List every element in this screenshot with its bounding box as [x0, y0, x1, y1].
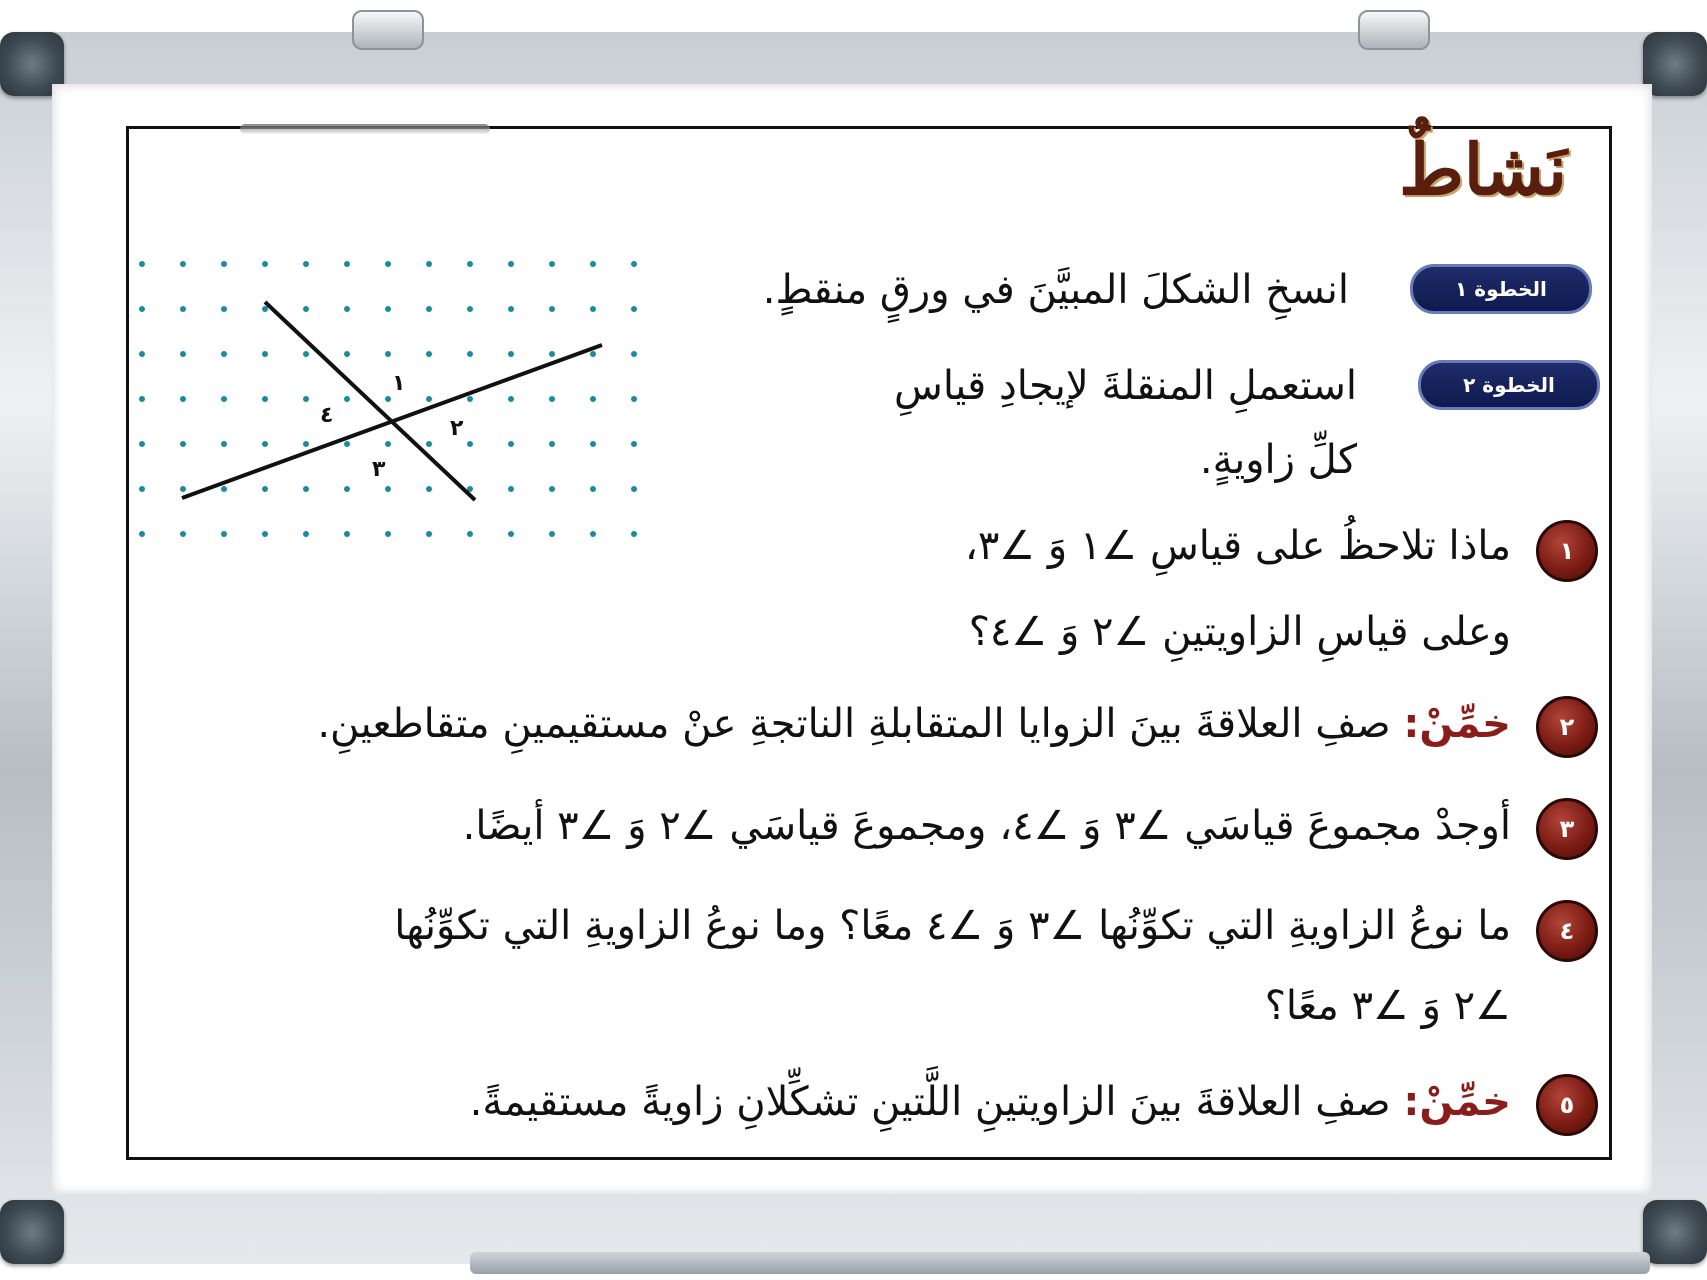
- grid-dot: [508, 486, 514, 492]
- activity-title: نَشاطٌ: [1399, 128, 1567, 211]
- grid-dot: [139, 351, 145, 357]
- angle-label-2: ٢: [450, 416, 464, 441]
- grid-dot: [221, 261, 227, 267]
- angle-label-3: ٣: [372, 457, 386, 482]
- grid-dot: [344, 486, 350, 492]
- grid-dot: [549, 441, 555, 447]
- question-5-number: ٥: [1536, 1074, 1598, 1136]
- grid-dot: [426, 441, 432, 447]
- question-2-text: [317, 701, 1511, 747]
- grid-dot: [467, 261, 473, 267]
- grid-dot: [590, 306, 596, 312]
- angle-label-4: ٤: [320, 403, 334, 428]
- grid-dot: [508, 261, 514, 267]
- grid-dot: [631, 396, 637, 402]
- grid-dot: [344, 441, 350, 447]
- grid-dot: [385, 486, 391, 492]
- grid-dot: [631, 351, 637, 357]
- question-2-number: ٢: [1536, 696, 1598, 758]
- grid-dot: [221, 531, 227, 537]
- grid-dot: [262, 486, 268, 492]
- intersecting-lines-figure: [130, 250, 660, 550]
- grid-dot: [344, 261, 350, 267]
- grid-dot: [590, 351, 596, 357]
- grid-dot: [303, 441, 309, 447]
- question-5-line1: صفِ العلاقةَ بينَ الزاويتينِ اللَّتينِ تشكِّلانِ زاويةً مستقيمةً.: [469, 1079, 1391, 1125]
- grid-dot: [385, 351, 391, 357]
- grid-dot: [426, 306, 432, 312]
- question-4-line2: ∠٢ وَ ∠٣ معًا؟: [1264, 983, 1511, 1029]
- grid-dot: [262, 261, 268, 267]
- question-1-number: ١: [1536, 520, 1598, 582]
- grid-dot: [590, 396, 596, 402]
- question-3-line1: أوجدْ مجموعَ قياسَي ∠٣ وَ ∠٤، ومجموعَ قياسَي ∠٢ وَ ∠٣ أيضًا.: [462, 803, 1511, 849]
- grid-dot: [180, 531, 186, 537]
- grid-dot: [385, 441, 391, 447]
- grid-dot: [385, 531, 391, 537]
- grid-dot: [180, 396, 186, 402]
- grid-dot: [590, 261, 596, 267]
- question-4-line1: ما نوعُ الزاويةِ التي تكوِّنُها ∠٣ وَ ∠٤ معًا؟ وما نوعُ الزاويةِ التي تكوِّنُها: [394, 903, 1511, 949]
- question-5-text: [469, 1079, 1511, 1125]
- line-b: [182, 345, 602, 498]
- grid-dot: [139, 261, 145, 267]
- grid-dot: [631, 486, 637, 492]
- grid-dot: [590, 486, 596, 492]
- board-clip-left: [352, 10, 424, 50]
- grid-dot: [631, 441, 637, 447]
- grid-dot: [303, 306, 309, 312]
- grid-dot: [262, 441, 268, 447]
- grid-dot: [426, 486, 432, 492]
- grid-dot: [426, 351, 432, 357]
- grid-dot: [262, 306, 268, 312]
- grid-dot: [221, 486, 227, 492]
- grid-dot: [549, 351, 555, 357]
- step2-text-line2: كلِّ زاويةٍ.: [1199, 437, 1357, 483]
- grid-dot: [221, 396, 227, 402]
- grid-dot: [385, 396, 391, 402]
- grid-dot: [426, 531, 432, 537]
- question-2-think-label: خمِّنْ:: [1403, 701, 1511, 747]
- grid-dot: [221, 441, 227, 447]
- step1-badge: الخطوة ١: [1410, 264, 1592, 314]
- grid-dot: [549, 486, 555, 492]
- grid-dot: [180, 441, 186, 447]
- grid-dot: [262, 531, 268, 537]
- grid-dot: [303, 261, 309, 267]
- grid-dot: [385, 261, 391, 267]
- grid-dot: [467, 306, 473, 312]
- step2-badge: الخطوة ٢: [1418, 360, 1600, 410]
- grid-dot: [221, 306, 227, 312]
- angle-label-1: ١: [392, 371, 406, 396]
- grid-dot: [590, 441, 596, 447]
- grid-dot: [467, 396, 473, 402]
- grid-dot: [344, 306, 350, 312]
- grid-dot: [508, 306, 514, 312]
- grid-dot: [303, 396, 309, 402]
- grid-dot: [344, 531, 350, 537]
- grid-dot: [180, 261, 186, 267]
- grid-dot: [303, 531, 309, 537]
- grid-dot: [549, 531, 555, 537]
- question-3-number: ٣: [1536, 798, 1598, 860]
- question-5-think-label: خمِّنْ:: [1403, 1079, 1511, 1125]
- card-tab-shadow: [240, 124, 490, 134]
- grid-dot: [180, 486, 186, 492]
- question-1-line1: ماذا تلاحظُ على قياسِ ∠١ وَ ∠٣،: [964, 523, 1511, 569]
- grid-dot: [180, 306, 186, 312]
- grid-dot: [508, 351, 514, 357]
- grid-dot: [549, 306, 555, 312]
- grid-dot: [221, 351, 227, 357]
- grid-dot: [467, 351, 473, 357]
- board-clip-right: [1358, 10, 1430, 50]
- grid-dot: [631, 261, 637, 267]
- grid-dot: [180, 351, 186, 357]
- grid-dot: [467, 441, 473, 447]
- grid-dot: [508, 441, 514, 447]
- dot-grid: [139, 261, 637, 537]
- step1-text: انسخِ الشكلَ المبيَّنَ في ورقٍ منقطٍ.: [762, 267, 1349, 313]
- grid-dot: [139, 531, 145, 537]
- grid-dot: [631, 531, 637, 537]
- question-1-line2: وعلى قياسِ الزاويتينِ ∠٢ وَ ∠٤؟: [968, 609, 1511, 655]
- question-2-line1: صفِ العلاقةَ بينَ الزوايا المتقابلةِ الناتجةِ عنْ مستقيمينِ متقاطعينِ.: [317, 701, 1391, 747]
- grid-dot: [426, 261, 432, 267]
- grid-dot: [344, 396, 350, 402]
- marker-tray: [470, 1252, 1650, 1274]
- frame-corner-top-right: [1643, 32, 1707, 96]
- grid-dot: [139, 441, 145, 447]
- grid-dot: [303, 351, 309, 357]
- grid-dot: [139, 396, 145, 402]
- grid-dot: [631, 306, 637, 312]
- grid-dot: [344, 351, 350, 357]
- frame-corner-bottom-left: [0, 1200, 64, 1264]
- grid-dot: [549, 261, 555, 267]
- grid-dot: [590, 531, 596, 537]
- grid-dot: [385, 306, 391, 312]
- question-4-number: ٤: [1536, 900, 1598, 962]
- grid-dot: [426, 396, 432, 402]
- grid-dot: [262, 396, 268, 402]
- frame-corner-bottom-right: [1643, 1200, 1707, 1264]
- step2-text-line1: استعملِ المنقلةَ لإيجادِ قياسِ: [894, 363, 1357, 409]
- grid-dot: [303, 486, 309, 492]
- grid-dot: [508, 396, 514, 402]
- grid-dot: [508, 531, 514, 537]
- grid-dot: [139, 306, 145, 312]
- grid-dot: [139, 486, 145, 492]
- grid-dot: [549, 396, 555, 402]
- grid-dot: [467, 531, 473, 537]
- grid-dot: [262, 351, 268, 357]
